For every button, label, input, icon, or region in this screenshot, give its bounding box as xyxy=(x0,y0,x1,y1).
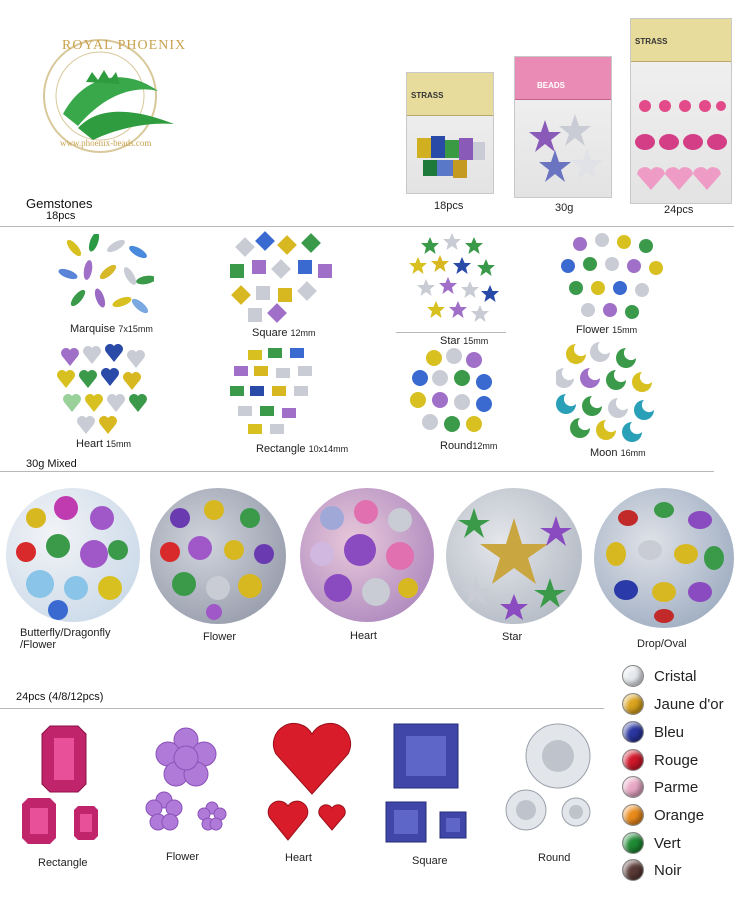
heart-name: Heart xyxy=(76,438,103,450)
heart-mix-image xyxy=(300,488,434,622)
marquise-label xyxy=(70,323,153,335)
legend-label: Vert xyxy=(654,834,681,852)
package-30g-label: 30g xyxy=(555,202,574,214)
legend-item-jaune-dor xyxy=(622,692,724,716)
package-18pcs xyxy=(406,72,494,194)
round-size: 12mm xyxy=(472,441,498,451)
square-name: Square xyxy=(252,327,288,339)
flower-size-label: Flower xyxy=(166,851,200,863)
legend-item-cristal xyxy=(622,664,697,688)
orange-swatch-icon xyxy=(622,804,644,826)
flower-mix-label: Flower xyxy=(203,631,237,643)
package-gems-image xyxy=(631,62,731,202)
butterfly-label-line1: Butterfly/Dragonfly xyxy=(20,627,111,639)
star-size: 15mm xyxy=(463,336,489,346)
heart-label xyxy=(76,438,131,450)
package-gems-image xyxy=(515,100,611,196)
legend-label: Jaune d'or xyxy=(654,695,724,713)
logo-brand-text: ROYAL PHOENIX xyxy=(62,38,187,53)
package-header xyxy=(407,73,493,116)
moon-gems-image xyxy=(556,338,672,444)
bleu-swatch-icon xyxy=(622,721,644,743)
star-gems-image xyxy=(400,232,510,328)
rectangle-name: Rectangle xyxy=(256,443,306,455)
legend-item-noir xyxy=(622,858,682,882)
star-mix-image xyxy=(446,488,582,624)
package-30g xyxy=(514,56,612,198)
logo-url-text: www.phoenix-beads.com xyxy=(60,138,152,148)
rectangle-size-label: Rectangle xyxy=(38,857,88,869)
flower-label xyxy=(576,324,637,336)
legend-label: Parme xyxy=(654,778,699,796)
package-header-text: STRASS xyxy=(635,37,668,46)
legend-label: Rouge xyxy=(654,751,699,769)
star-name: Star xyxy=(440,335,461,347)
heart-mix-label: Heart xyxy=(350,630,377,642)
flower-gems-image xyxy=(556,230,668,324)
legend-item-vert xyxy=(622,831,681,855)
rectangle-size: 10x14mm xyxy=(308,444,349,454)
square-gems-image xyxy=(226,230,336,324)
divider xyxy=(0,471,714,472)
heart-rhinestone-image xyxy=(262,718,362,842)
rouge-swatch-icon xyxy=(622,749,644,771)
package-gems-image xyxy=(407,116,493,194)
drop-oval-mix-image xyxy=(594,488,734,628)
package-18pcs-label: 18pcs xyxy=(434,200,464,212)
flower-name: Flower xyxy=(576,324,610,336)
rectangle-label xyxy=(256,443,348,455)
butterfly-label-line2: /Flower xyxy=(20,639,57,651)
moon-label xyxy=(590,447,646,459)
vert-swatch-icon xyxy=(622,832,644,854)
mixed-title: 30g Mixed xyxy=(26,458,77,470)
parme-swatch-icon xyxy=(622,776,644,798)
package-header-text: BEADS xyxy=(537,81,566,90)
package-24pcs-label: 24pcs xyxy=(664,204,694,216)
legend-label: Orange xyxy=(654,806,705,824)
round-gems-image xyxy=(406,346,502,438)
moon-name: Moon xyxy=(590,447,618,459)
package-24pcs xyxy=(630,18,732,204)
legend-item-orange xyxy=(622,803,704,827)
square-size-label: Square xyxy=(412,855,448,867)
legend-label: Cristal xyxy=(654,667,697,685)
round-name: Round xyxy=(440,440,473,452)
rectangle-rhinestone-image xyxy=(20,722,110,852)
marquise-name: Marquise xyxy=(70,323,116,335)
rectangle-gems-image xyxy=(228,346,338,438)
legend-label: Bleu xyxy=(654,723,685,741)
gemstones-subtitle: 18pcs xyxy=(46,210,76,222)
drop-oval-label: Drop/Oval xyxy=(637,638,687,650)
heart-gems-image xyxy=(56,344,156,436)
heart-size: 15mm xyxy=(105,439,131,449)
star-underline xyxy=(396,332,506,333)
butterfly-label xyxy=(20,627,110,651)
jaune-dor-swatch-icon xyxy=(622,693,644,715)
legend-item-rouge xyxy=(622,748,698,772)
noir-swatch-icon xyxy=(622,859,644,881)
round-rhinestone-image xyxy=(502,722,602,842)
moon-size: 16mm xyxy=(620,448,646,458)
butterfly-mix-image xyxy=(6,488,140,622)
flower-mix-image xyxy=(150,488,286,624)
cristal-swatch-icon xyxy=(622,665,644,687)
flower-size: 15mm xyxy=(612,325,638,335)
package-header-text: STRASS xyxy=(411,91,444,100)
marquise-gems-image xyxy=(54,234,154,318)
round-size-label: Round xyxy=(538,852,571,864)
divider xyxy=(0,708,604,709)
legend-item-parme xyxy=(622,775,698,799)
divider xyxy=(0,226,734,227)
package-header xyxy=(631,19,731,62)
flower-rhinestone-image xyxy=(136,722,236,842)
marquise-size: 7x15mm xyxy=(118,324,153,334)
square-label xyxy=(252,327,316,339)
legend-item-bleu xyxy=(622,720,684,744)
square-rhinestone-image xyxy=(382,722,482,848)
size-assortment-title: 24pcs (4/8/12pcs) xyxy=(16,691,104,703)
legend-label: Noir xyxy=(654,861,682,879)
package-header xyxy=(515,57,611,100)
square-size: 12mm xyxy=(290,328,316,338)
gemstones-title: Gemstones xyxy=(26,196,93,211)
round-label xyxy=(440,440,497,452)
star-mix-label: Star xyxy=(502,631,523,643)
heart-size-label: Heart xyxy=(285,852,312,864)
